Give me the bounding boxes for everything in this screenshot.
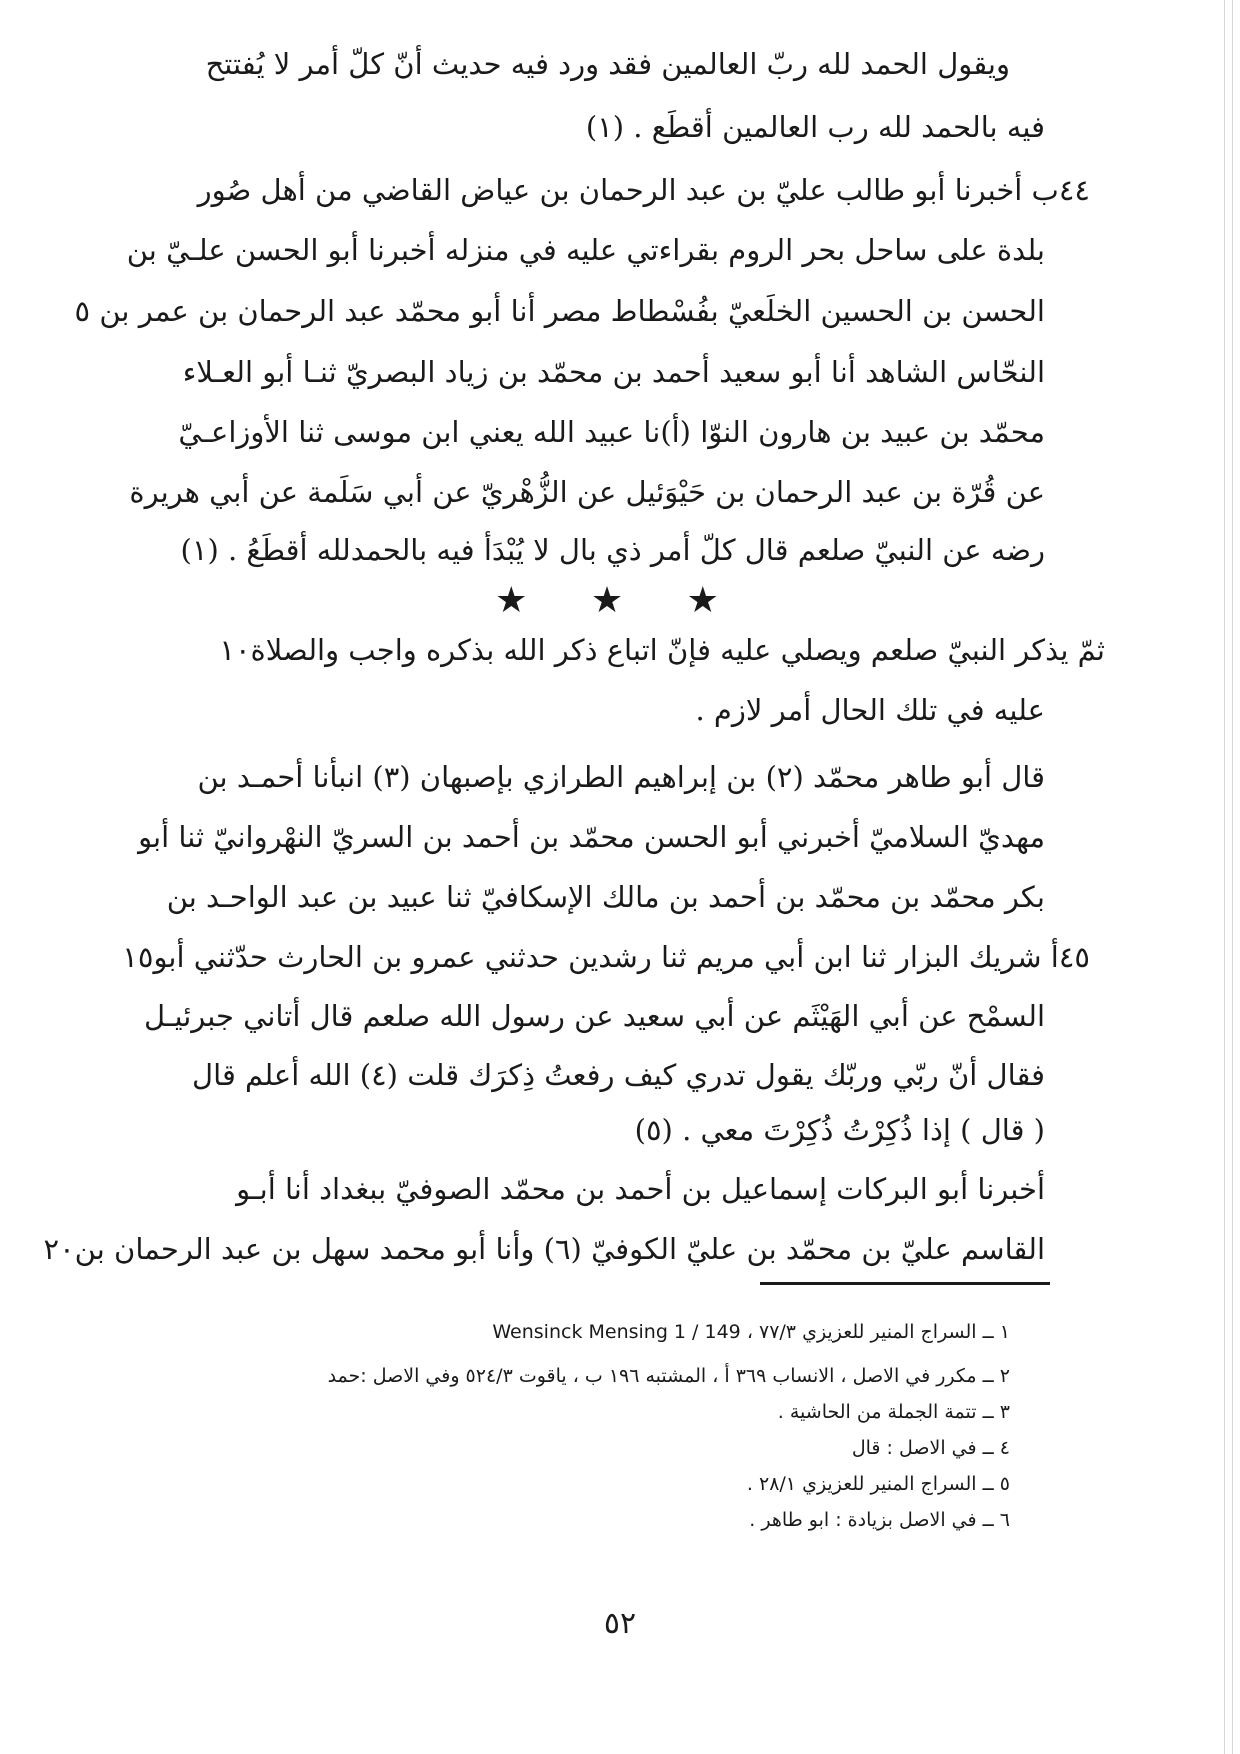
body-line: بكر محمّد بن محمّد بن أحمد بن مالك الإسكافيّ ثنا عبيد بن عبد الواحـد بن [166, 880, 1045, 914]
body-line: عن قُرّة بن عبد الرحمان بن حَيْوَئيل عن الزُّهْريّ عن أبي سَلَمة عن أبي هريرة [129, 475, 1045, 509]
section-ornament: ★ ★ ★ [495, 580, 745, 621]
body-line: أخبرنا أبو البركات إسماعيل بن أحمد بن محمّد الصوفيّ ببغداد أنا أبـو [236, 1172, 1045, 1206]
footnote: ٥ ــ السراج المنير للعزيزي ٢٨/١ . [746, 1473, 1010, 1495]
page-edge-line [1224, 0, 1225, 1754]
footnote: ٦ ــ في الاصل بزيادة : ابو طاهر . [749, 1509, 1010, 1531]
body-line: ( قال ) إذا ذُكِرْتُ ذُكِرْتَ معي . (٥) [634, 1113, 1045, 1147]
body-line: بلدة على ساحل بحر الروم بقراءتي عليه في منزله أخبرنا أبو الحسن علـيّ بن [126, 233, 1045, 267]
body-line: ٤٤ب أخبرنا أبو طالب عليّ بن عبد الرحمان بن عياض القاضي من أهل صُور [197, 173, 1090, 207]
body-line: ويقول الحمد لله ربّ العالمين فقد ورد فيه حديث أنّ كلّ أمر لا يُفتتح [205, 47, 1010, 81]
footnote: ٤ ــ في الاصل : قال [851, 1437, 1010, 1459]
body-line: مهديّ السلاميّ أخبرني أبو الحسن محمّد بن أحمد بن السريّ النهْروانيّ ثنا أبو [138, 820, 1045, 854]
body-line: فقال أنّ ربّي وربّك يقول تدري كيف رفعتُ ذِكرَك قلت (٤) الله أعلم قال [192, 1058, 1045, 1092]
body-line: رضه عن النبيّ صلعم قال كلّ أمر ذي بال لا يُبْدَأ فيه بالحمدلله أقطَعُ . (١) [180, 533, 1045, 567]
footnote: ١ ــ السراج المنير للعزيزي ٧٧/٣ ، Wensinck Mensing 1 / 149 [492, 1321, 1010, 1343]
body-line: محمّد بن عبيد بن هارون النوّا (أ)نا عبيد الله يعني ابن موسى ثنا الأوزاعـيّ [178, 415, 1045, 449]
body-line: ٤٥أ شريك البزار ثنا ابن أبي مريم ثنا رشدين حدثني عمرو بن الحارث حدّثني أبو١٥ [122, 940, 1090, 974]
body-line: النحّاس الشاهد أنا أبو سعيد أحمد بن محمّد بن زياد البصريّ ثنـا أبو العـلاء [182, 355, 1045, 389]
body-line: ثمّ يذكر النبيّ صلعم ويصلي عليه فإنّ اتباع ذكر الله بذكره واجب والصلاة١٠ [219, 633, 1105, 667]
page-edge-line [1232, 0, 1233, 1754]
footnote: ٣ ــ تتمة الجملة من الحاشية . [777, 1401, 1010, 1423]
footnote: ٢ ــ مكرر في الاصل ، الانساب ٣٦٩ أ ، المشتبه ١٩٦ ب ، ياقوت ٥٢٤/٣ وفي الاصل :حمد [327, 1365, 1010, 1387]
page-number: ٥٢ [603, 1606, 637, 1641]
body-line: الحسن بن الحسين الخلَعيّ بفُسْطاط مصر أنا أبو محمّد عبد الرحمان بن عمر بن ٥ [74, 294, 1045, 328]
body-line: عليه في تلك الحال أمر لازم . [695, 693, 1045, 727]
body-line: فيه بالحمد لله رب العالمين أقطَع . (١) [585, 110, 1045, 144]
body-line: السمْح عن أبي الهَيْثَم عن أبي سعيد عن رسول الله صلعم قال أتاني جبرئيـل [144, 999, 1045, 1033]
body-line: قال أبو طاهر محمّد (٢) بن إبراهيم الطرازي بإصبهان (٣) انبأنا أحمـد بن [197, 760, 1045, 794]
footnote-separator [760, 1282, 1050, 1285]
body-line: القاسم عليّ بن محمّد بن عليّ الكوفيّ (٦) وأنا أبو محمد سهل بن عبد الرحمان بن٢٠ [43, 1232, 1045, 1266]
